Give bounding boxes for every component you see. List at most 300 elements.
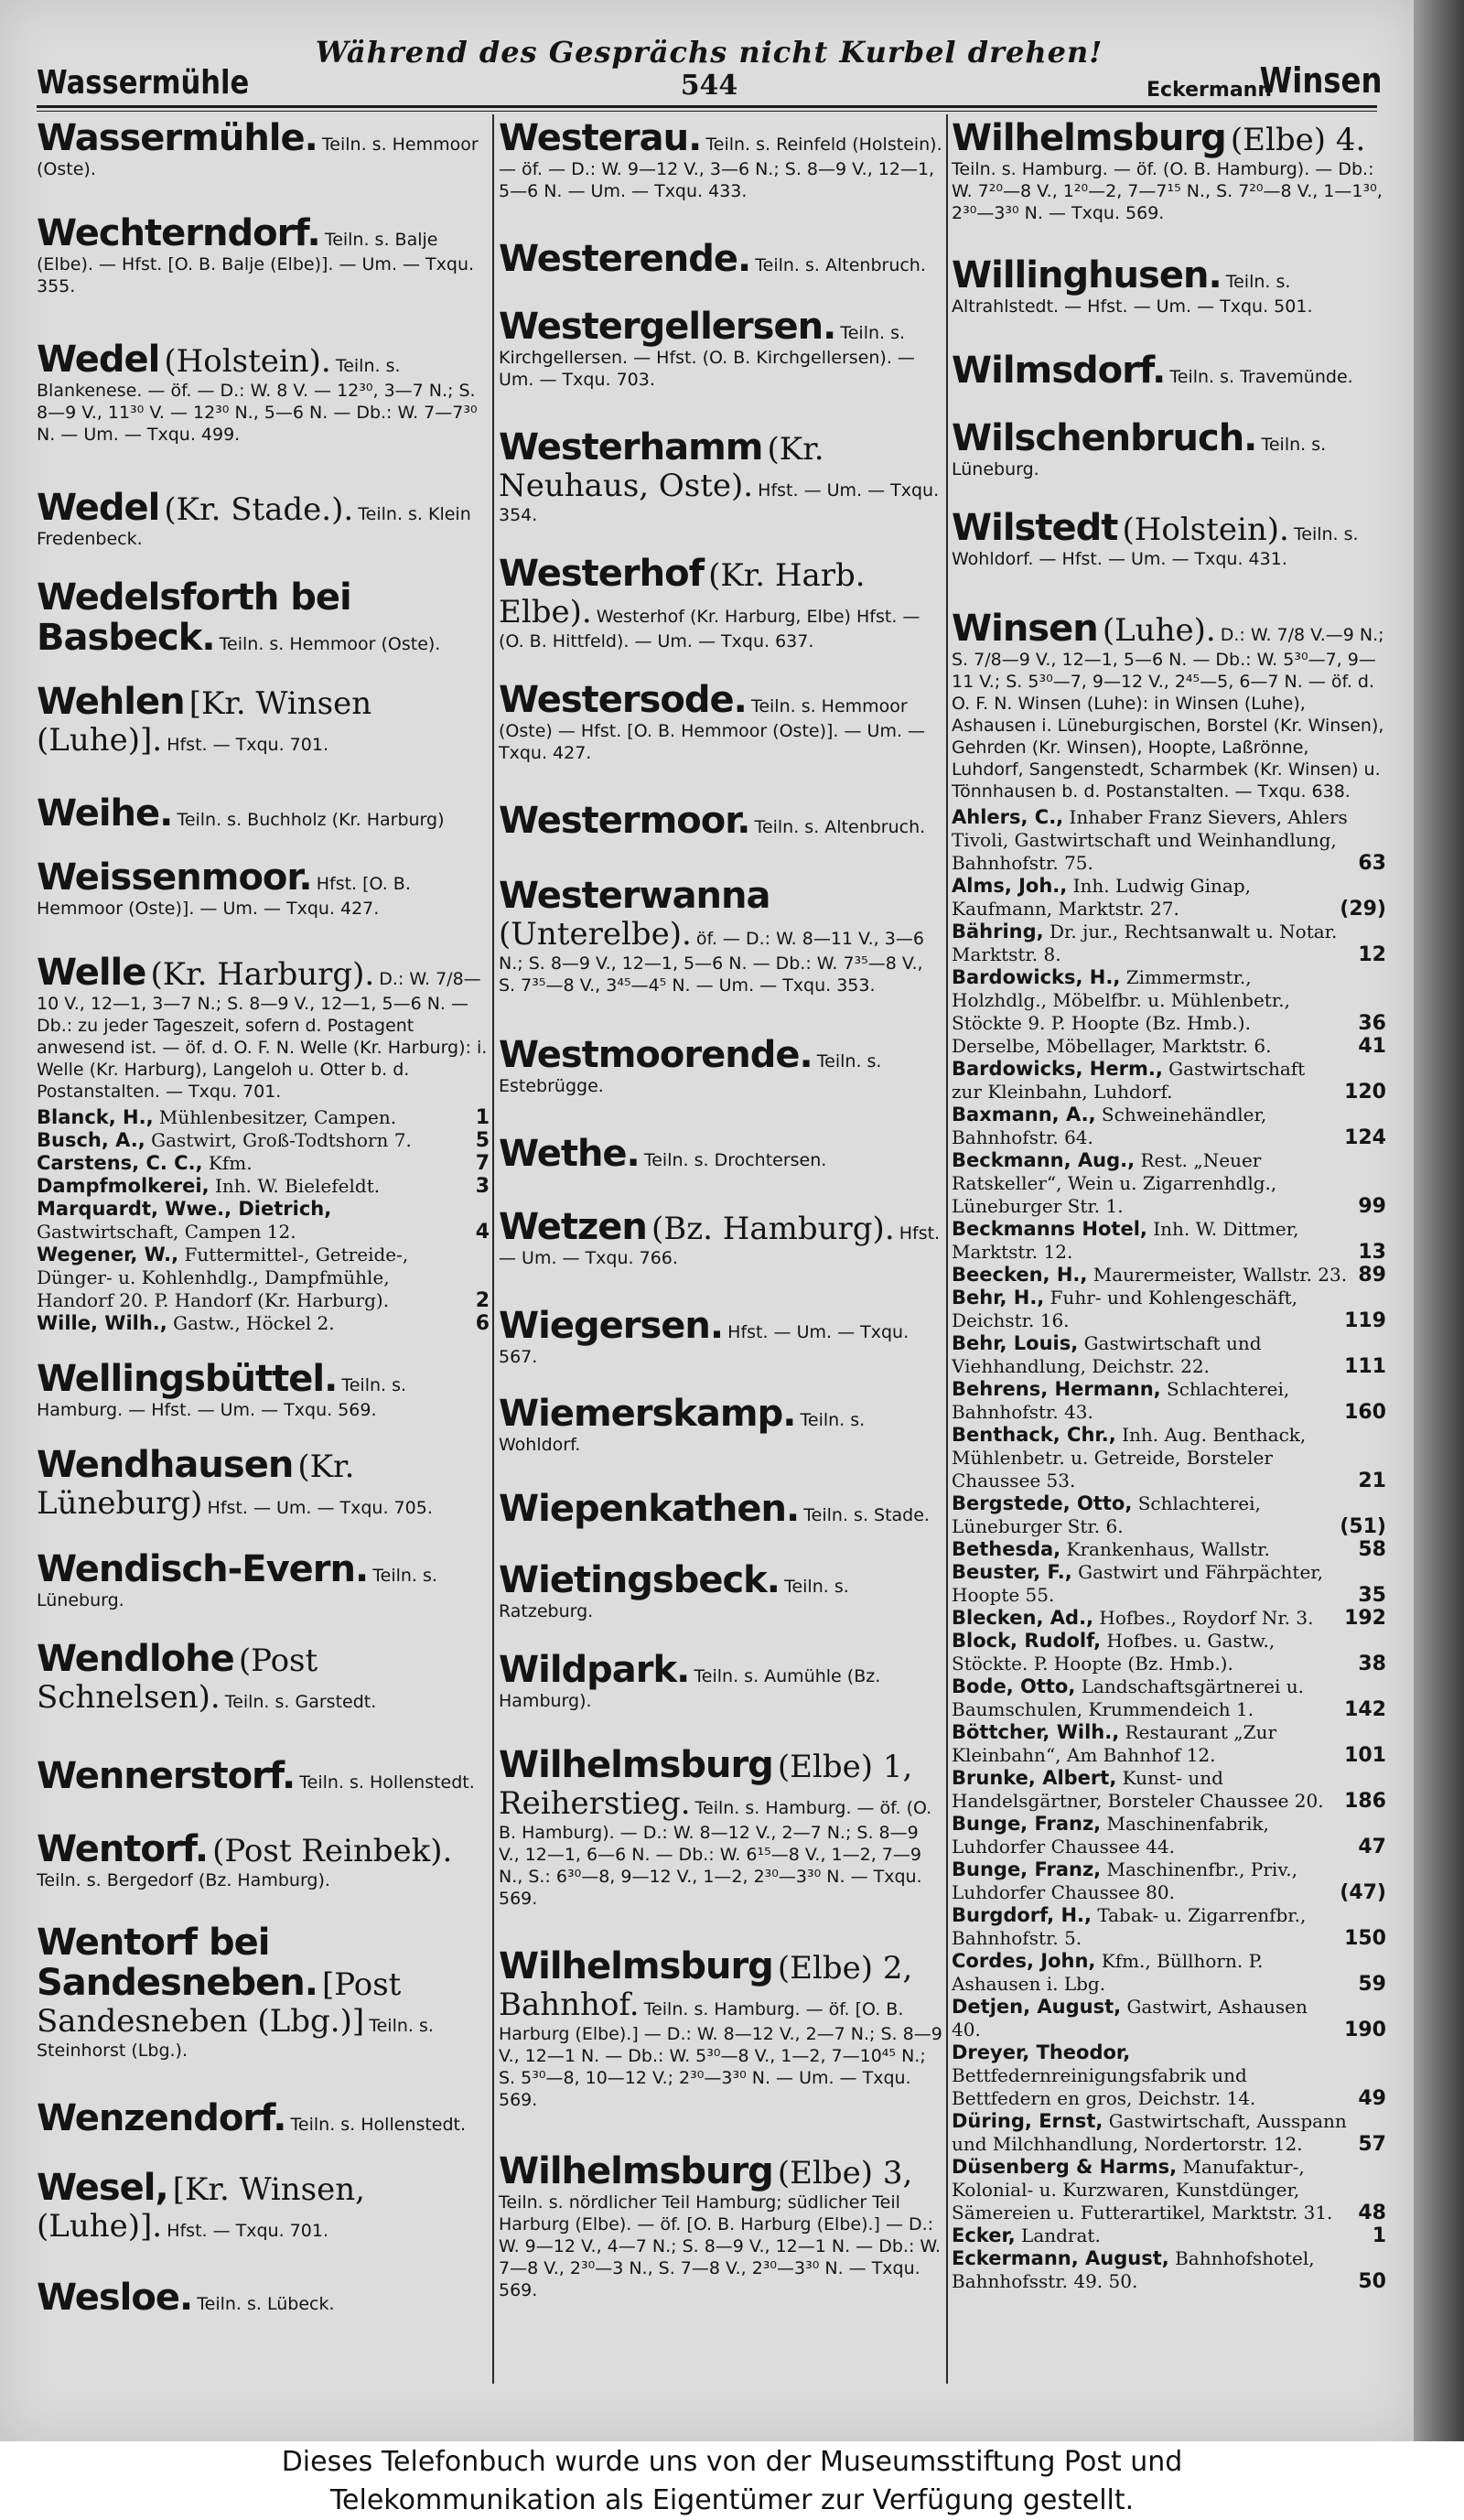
subscriber-details: Gastw., Höckel 2.	[173, 1312, 335, 1334]
subscriber-row	[952, 2156, 1386, 2224]
entry-details: öf. — D.: W. 8—11 V., 3—6 N.; S. 8—9 V., 12—1, 5—6 N. — Db.: W. 7³⁵—8 V., S. 7³⁵—8 V., 3⁴⁵—4⁵ N. — Um. — Txqu. 353.	[499, 929, 924, 996]
subscriber-name: Detjen, August,	[952, 1996, 1122, 2018]
place-name: Westermoor.	[499, 800, 750, 842]
subscriber-details: Maschinenfbr., Priv., Luhdorfer Chaussee 80.	[952, 1858, 1297, 1903]
entry-details: Teiln. s. Bergedorf (Bz. Hamburg).	[37, 1870, 330, 1890]
subscriber-details: Gastwirt, Ashausen 40.	[952, 1996, 1308, 2041]
place-name-qualifier: (Holstein).	[1122, 512, 1289, 548]
directory-entry	[499, 1035, 942, 1097]
subscriber-text	[952, 806, 1351, 875]
subscriber-name: Düsenberg & Harms,	[952, 2156, 1178, 2178]
subscriber-text	[952, 2110, 1351, 2156]
phone-number: (51)	[1340, 1515, 1386, 1538]
directory-entry	[37, 1922, 490, 2062]
subscriber-row	[952, 1424, 1386, 1492]
entry-details: Teiln. s. Klein Fredenbeck.	[37, 504, 471, 549]
subscriber-list	[37, 1106, 490, 1335]
header-rule	[37, 105, 1377, 108]
place-name: Winsen	[952, 608, 1098, 650]
subscriber-text	[952, 1332, 1337, 1378]
place-name: Wendlohe	[37, 1638, 234, 1680]
directory-entry	[37, 2278, 490, 2318]
subscriber-details: Inh. W. Bielefeldt.	[214, 1175, 381, 1197]
directory-entry	[37, 2098, 490, 2138]
subscriber-name: Eckermann, August,	[952, 2247, 1169, 2269]
subscriber-text	[952, 966, 1351, 1035]
place-name: Wesloe.	[37, 2277, 193, 2319]
subscriber-details: Dr. jur., Rechtsanwalt u. Notar. Marktstr. 8.	[952, 921, 1338, 965]
entry-details: Teiln. s. Lübeck.	[197, 2294, 335, 2314]
entry-details: Teiln. s. Hemmoor (Oste).	[219, 634, 441, 654]
subscriber-row	[952, 1950, 1386, 1996]
place-name-qualifier: (Post Schnelsen).	[37, 1642, 318, 1716]
subscriber-text	[952, 1104, 1337, 1149]
place-name-qualifier: (Kr. Harb. Elbe).	[499, 557, 866, 630]
place-name-qualifier: (Kr. Harburg).	[150, 956, 375, 993]
phone-number: 13	[1358, 1241, 1386, 1264]
subscriber-name: Bardowicks, H.,	[952, 966, 1121, 988]
directory-entry	[37, 577, 490, 658]
directory-entry	[37, 2168, 490, 2245]
place-name-qualifier: (Elbe) 2, Bahnhof.	[499, 1950, 913, 2023]
place-name: Westerau.	[499, 117, 702, 159]
subscriber-row	[952, 2110, 1386, 2156]
subscriber-name: Bode, Otto,	[952, 1675, 1076, 1697]
column-divider-2	[946, 114, 948, 2384]
entry-details: Teiln. s. Drochtersen.	[643, 1150, 827, 1170]
entry-details: Teiln. s. Ratzeburg.	[499, 1577, 849, 1621]
phone-number: 160	[1344, 1401, 1386, 1424]
subscriber-details: Maurermeister, Wallstr. 23.	[1093, 1264, 1348, 1286]
subscriber-details: Kunst- und Handelsgärtner, Borsteler Chaussee 20.	[952, 1767, 1324, 1812]
directory-entry	[37, 213, 490, 297]
place-name: Wethe.	[499, 1133, 640, 1175]
subscriber-text	[952, 1561, 1351, 1607]
subscriber-details: Restaurant „Zur Kleinbahn“, Am Bahnhof 12.	[952, 1721, 1277, 1766]
subscriber-name: Beuster, F.,	[952, 1561, 1072, 1583]
entry-details: Teiln. s. nördlicher Teil Hamburg; südlicher Teil Harburg (Elbe). — öf. [O. B. Harburg (Elbe).] — D.: W. 9—12 V., 4—7 N.; S. 8—9 V., 12—1 N. — Db.: W. 7—8 V., 2³⁰—3 N., S. 7—8 V., 2³⁰—3³⁰ N. — Txqu. 569.	[499, 2192, 942, 2300]
phone-number: 192	[1344, 1607, 1386, 1630]
subscriber-details: Landschaftsgärtnerei u. Baumschulen, Krummendeich 1.	[952, 1675, 1304, 1720]
subscriber-name: Ahlers, C.,	[952, 806, 1064, 828]
entry-details: Teiln. s. Blankenese. — öf. — D.: W. 8 V. — 12³⁰, 3—7 N.; S. 8—9 V., 11³⁰ V. — 12³⁰ N., 5—6 N. — Db.: W. 7—7³⁰ N. — Um. — Txqu. 499.	[37, 356, 478, 445]
subscriber-row	[952, 1996, 1386, 2041]
directory-entry	[37, 1829, 490, 1891]
subscriber-row	[952, 1767, 1386, 1813]
phone-number: 6	[475, 1312, 490, 1335]
subscriber-text	[952, 2041, 1351, 2110]
entry-details: Teiln. s. Aumühle (Bz. Hamburg).	[499, 1666, 881, 1711]
directory-entry	[37, 682, 490, 759]
subscriber-name: Behr, H.,	[952, 1287, 1045, 1308]
place-name: Wellingsbüttel.	[37, 1358, 338, 1400]
subscriber-name: Block, Rudolf,	[952, 1630, 1102, 1652]
place-name: Wetzen	[499, 1206, 647, 1248]
directory-entry	[37, 857, 490, 920]
footer-line-1: Dieses Telefonbuch wurde uns von der Museumsstiftung Post und	[281, 2446, 1183, 2478]
subscriber-text	[952, 875, 1332, 921]
column-divider-1	[492, 114, 494, 2384]
subscriber-name: Busch, A.,	[37, 1129, 145, 1151]
place-name: Wedel	[37, 487, 160, 529]
subscriber-details: Schlachterei, Bahnhofstr. 43.	[952, 1378, 1290, 1423]
directory-entry	[952, 255, 1386, 318]
subscriber-row	[952, 1035, 1386, 1058]
phone-number: 41	[1358, 1035, 1386, 1058]
subscriber-details: Maschinenfabrik, Luhdorfer Chaussee 44.	[952, 1813, 1269, 1858]
directory-entry	[499, 1489, 942, 1529]
subscriber-text	[37, 1129, 468, 1152]
subscriber-name: Behrens, Hermann,	[952, 1378, 1161, 1400]
phone-number: (47)	[1340, 1881, 1386, 1904]
directory-entry	[499, 239, 942, 279]
entry-details: Teiln. s. Altenbruch.	[754, 817, 926, 837]
directory-entry	[37, 793, 490, 834]
subscriber-row	[952, 966, 1386, 1035]
place-name: Wilstedt	[952, 507, 1118, 549]
directory-entry	[499, 1650, 942, 1712]
subscriber-name: Wegener, W.,	[37, 1244, 179, 1265]
phone-number: 190	[1344, 2019, 1386, 2041]
phone-number: 3	[475, 1175, 490, 1198]
entry-details: Teiln. s. Travemünde.	[1169, 367, 1353, 387]
subscriber-row	[952, 1813, 1386, 1858]
entry-details: Westerhof (Kr. Harburg, Elbe) Hfst. — (O. B. Hittfeld). — Um. — Txqu. 637.	[499, 607, 920, 652]
entry-details: Teiln. s. Hamburg. — Hfst. — Um. — Txqu. 569.	[37, 1375, 407, 1420]
entry-details: Hfst. [O. B. Hemmoor (Oste)]. — Um. — Txqu. 427.	[37, 874, 411, 919]
directory-entry	[499, 118, 942, 202]
entry-details: Teiln. s. Buchholz (Kr. Harburg)	[177, 810, 445, 830]
place-name: Westerwanna	[499, 875, 770, 917]
subscriber-name: Bähring,	[952, 921, 1044, 942]
place-name: Wildpark.	[499, 1649, 690, 1691]
entry-details: Teiln. s. Hollenstedt.	[299, 1772, 475, 1793]
phone-number: 124	[1344, 1126, 1386, 1149]
subscriber-row	[952, 1492, 1386, 1538]
entry-details: Teiln. s. Estebrügge.	[499, 1051, 882, 1096]
subscriber-name: Bergstede, Otto,	[952, 1492, 1133, 1514]
entry-details: Teiln. s. Hamburg. — öf. (O. B. Hamburg). — D.: W. 8—12 V., 2—7 N.; S. 8—9 V., 12—1, 6—6 N. — Db.: W. 6¹⁵—8 V., 1—2, 7—9 N., S.: 6³⁰—8, 9—12 V., 1—2, 2³⁰—3³⁰ N. — Txqu. 569.	[499, 1798, 932, 1909]
phone-number: 2	[475, 1289, 490, 1312]
directory-entry	[499, 1394, 942, 1456]
subscriber-details: Gastwirtschaft und Viehhandlung, Deichstr. 22.	[952, 1332, 1262, 1377]
subscriber-text	[952, 1996, 1337, 2041]
subscriber-row	[952, 1561, 1386, 1607]
subscriber-details: Rest. „Neuer Ratskeller“, Wein u. Zigarrenhdlg., Lüneburger Str. 1.	[952, 1149, 1277, 1217]
place-name-qualifier: [Kr. Winsen, (Luhe)].	[37, 2171, 365, 2245]
directory-entry	[499, 876, 942, 996]
entry-details: Teiln. s. Hemmoor (Oste) — Hfst. [O. B. Hemmoor (Oste)]. — Um. — Txqu. 427.	[499, 696, 926, 763]
place-name: Wilmsdorf.	[952, 350, 1166, 392]
phone-number: 58	[1358, 1538, 1386, 1561]
phone-number: 50	[1358, 2270, 1386, 2293]
subscriber-row	[952, 1378, 1386, 1424]
phone-number: 1	[1372, 2224, 1386, 2247]
header-running-name: Eckermann	[1146, 79, 1272, 102]
subscriber-text	[37, 1244, 468, 1312]
subscriber-row	[952, 1607, 1386, 1630]
entry-details: Hfst. — Um. — Txqu. 354.	[499, 480, 940, 525]
phone-number: 186	[1344, 1790, 1386, 1813]
place-name-qualifier: (Luhe).	[1102, 612, 1216, 649]
subscriber-row	[952, 806, 1386, 875]
subscriber-details: Kfm., Büllhorn. P. Ashausen i. Lbg.	[952, 1950, 1264, 1995]
subscriber-row	[37, 1175, 490, 1198]
header-last-entry: Winsen	[1259, 60, 1382, 101]
subscriber-name: Beckmanns Hotel,	[952, 1218, 1147, 1240]
entry-details: Teiln. s. Steinhorst (Lbg.).	[37, 2016, 434, 2061]
subscriber-details: Futtermittel-, Getreide-, Dünger- u. Kohlenhdlg., Dampfmühle, Handorf 20. P. Handorf (Kr. Harburg).	[37, 1244, 409, 1311]
place-name-qualifier: [Post Sandesneben (Lbg.)]	[37, 1966, 402, 2040]
subscriber-name: Bunge, Franz,	[952, 1858, 1102, 1880]
phone-number: 1	[475, 1106, 490, 1129]
subscriber-text	[952, 1264, 1351, 1287]
place-name: Wilhelmsburg	[499, 2150, 773, 2192]
subscriber-name: Bunge, Franz,	[952, 1813, 1102, 1835]
phone-number: 150	[1344, 1927, 1386, 1950]
subscriber-details: Kfm.	[208, 1152, 253, 1174]
directory-entry	[499, 680, 942, 764]
subscriber-details: Manufaktur-, Kolonial- u. Kurzwaren, Kunstdünger, Sämereien u. Futterartikel, Marktstr. 31.	[952, 2156, 1333, 2224]
subscriber-text	[37, 1175, 468, 1198]
subscriber-text	[952, 1721, 1337, 1767]
subscriber-row	[952, 875, 1386, 921]
subscriber-details: Krankenhaus, Wallstr.	[1066, 1538, 1270, 1560]
place-name: Westergellersen.	[499, 306, 836, 348]
subscriber-text	[952, 1675, 1337, 1721]
place-name: Wentorf bei Sandesneben.	[37, 1922, 318, 2004]
directory-entry	[37, 953, 490, 1335]
subscriber-text	[37, 1106, 468, 1129]
place-name: Willinghusen.	[952, 254, 1222, 296]
footer-line-2: Telekommunikation als Eigentümer zur Verfügung gestellt.	[329, 2484, 1135, 2516]
entry-details: Teiln. s. Altenbruch.	[755, 255, 926, 275]
subscriber-text	[952, 2247, 1351, 2293]
entry-details: Teiln. s. Hemmoor (Oste).	[37, 135, 479, 179]
subscriber-text	[952, 1287, 1337, 1332]
page-edge-shadow	[1414, 0, 1464, 2441]
directory-entry	[499, 1560, 942, 1622]
subscriber-name: Dreyer, Theodor,	[952, 2041, 1131, 2063]
entry-details: Teiln. s. Wohldorf. — Hfst. — Um. — Txqu. 431.	[952, 524, 1359, 569]
subscriber-text	[952, 1378, 1337, 1424]
subscriber-text	[952, 1218, 1351, 1264]
column-3	[952, 114, 1386, 2384]
subscriber-text	[952, 1492, 1332, 1538]
phone-number: 47	[1358, 1836, 1386, 1858]
directory-entry	[499, 1946, 942, 2111]
entry-details: Teiln. s. Hollenstedt.	[290, 2115, 467, 2135]
phone-number: 36	[1358, 1012, 1386, 1035]
phone-number: (29)	[1340, 898, 1386, 921]
entry-details: Hfst. — Um. — Txqu. 766.	[499, 1223, 941, 1268]
subscriber-details: Zimmermstr., Holzhdlg., Möbelfbr. u. Mühlenbetr., Stöckte 9. P. Hoopte (Bz. Hmb.).	[952, 966, 1290, 1034]
entry-details: Teiln. s. Hamburg. — öf. (O. B. Hamburg). — Db.: W. 7²⁰—8 V., 1²⁰—2, 7—7¹⁵ N., S. 7²⁰—8 V., 1—1³⁰, 2³⁰—3³⁰ N. — Txqu. 569.	[952, 159, 1383, 223]
subscriber-name: Beckmann, Aug.,	[952, 1149, 1136, 1171]
subscriber-text	[952, 1813, 1351, 1858]
subscriber-details: Gastwirtschaft, Ausspann und Milchhandlung, Nordertorstr. 12.	[952, 2110, 1347, 2155]
place-name: Wiemerskamp.	[499, 1393, 796, 1435]
subscriber-row	[952, 921, 1386, 966]
place-name: Wassermühle.	[37, 117, 318, 159]
directory-entry	[37, 488, 490, 550]
subscriber-name: Baxmann, A.,	[952, 1104, 1096, 1125]
phone-number: 119	[1344, 1309, 1386, 1332]
subscriber-text	[952, 921, 1351, 966]
subscriber-row	[952, 1332, 1386, 1378]
directory-entry	[37, 118, 490, 180]
phone-number: 89	[1358, 1264, 1386, 1287]
subscriber-text	[952, 1630, 1351, 1675]
directory-entry	[499, 2151, 942, 2301]
subscriber-name: Wille, Wilh.,	[37, 1312, 167, 1334]
entry-details: D.: W. 7/8—10 V., 12—1, 3—7 N.; S. 8—9 V., 12—1, 5—6 N. — Db.: zu jeder Tageszeit, sofern d. Postagent anwesend ist. — öf. d. O. F. N. Welle (Kr. Harburg): i. Welle (Kr. Harburg), Langeloh u. Otter b. d. Postanstalten. — Txqu. 701.	[37, 969, 488, 1102]
subscriber-row	[952, 1721, 1386, 1767]
header-motto: Während des Gesprächs nicht Kurbel drehen!	[315, 35, 1103, 70]
place-name: Wehlen	[37, 681, 185, 723]
subscriber-text	[37, 1152, 468, 1175]
place-name: Wiepenkathen.	[499, 1488, 800, 1530]
directory-entry	[952, 608, 1386, 2293]
directory-entry	[37, 1445, 490, 1522]
subscriber-details: Landrat.	[1021, 2224, 1101, 2246]
subscriber-row	[952, 2224, 1386, 2247]
header-rule-thin	[37, 111, 1377, 112]
subscriber-name: Bardowicks, Herm.,	[952, 1058, 1163, 1080]
subscriber-text	[952, 1424, 1351, 1492]
place-name: Westersode.	[499, 679, 747, 721]
subscriber-details: Gastwirtschaft, Campen 12.	[37, 1221, 296, 1243]
entry-details: D.: W. 7/8 V.—9 N.; S. 7/8—9 V., 12—1, 5—6 N. — Db.: W. 5³⁰—7, 9—11 V.; S. 5³⁰—7, 9—12 V., 2⁴⁵—5, 6—7 N. — öf. d. O. F. N. Winsen (Luhe): in Winsen (Luhe), Ashausen i. Lüneburgischen, Borstel (Kr. Winsen), Gehrden (Kr. Winsen), Hoopte, Laßrönne, Luhdorf, Sangenstedt, Scharmbek (Kr. Winsen) u. Tönnhausen b. d. Postanstalten. — Txqu. 638.	[952, 625, 1384, 802]
subscriber-text	[952, 1538, 1351, 1561]
phone-number: 21	[1358, 1470, 1386, 1492]
phone-number: 99	[1358, 1195, 1386, 1218]
place-name: Wendhausen	[37, 1444, 294, 1486]
subscriber-row	[952, 1538, 1386, 1561]
entry-details: Teiln. s. Balje (Elbe). — Hfst. [O. B. Balje (Elbe)]. — Um. — Txqu. 355.	[37, 230, 475, 296]
subscriber-details: Inh. Ludwig Ginap, Kaufmann, Marktstr. 27.	[952, 875, 1251, 920]
subscriber-details: Schlachterei, Lüneburger Str. 6.	[952, 1492, 1261, 1537]
entry-details: Teiln. s. Altrahlstedt. — Hfst. — Um. — Txqu. 501.	[952, 272, 1313, 317]
subscriber-details: Inh. Aug. Benthack, Mühlenbetr. u. Getreide, Borsteler Chaussee 53.	[952, 1424, 1307, 1492]
subscriber-details: Bahnhofshotel, Bahnhofsstr. 49. 50.	[952, 2247, 1315, 2292]
subscriber-text	[952, 1058, 1337, 1104]
place-name: Westerhamm	[499, 426, 763, 468]
subscriber-details: Hofbes. u. Gastw., Stöckte. P. Hoopte (Bz. Hmb.).	[952, 1630, 1276, 1675]
subscriber-name: Alms, Joh.,	[952, 875, 1068, 897]
entry-details: Teiln. s. Stade.	[803, 1505, 930, 1525]
page-header	[37, 29, 1382, 112]
directory-entry	[37, 1549, 490, 1611]
subscriber-text	[952, 1950, 1351, 1996]
place-name: Westerende.	[499, 238, 751, 280]
subscriber-name: Benthack, Chr.,	[952, 1424, 1116, 1446]
subscriber-details: Mühlenbesitzer, Campen.	[158, 1106, 397, 1128]
subscriber-row	[952, 1058, 1386, 1104]
subscriber-details: Bettfedernreinigungsfabrik und Bettfedern en gros, Deichstr. 14.	[952, 2064, 1256, 2109]
place-name: Weihe.	[37, 792, 173, 835]
subscriber-row	[37, 1198, 490, 1244]
directory-entry	[952, 118, 1386, 224]
subscriber-name: Bethesda,	[952, 1538, 1061, 1560]
place-name-qualifier: (Elbe) 3,	[777, 2155, 913, 2192]
subscriber-list	[952, 806, 1386, 2293]
entry-details: Teiln. s. Lüneburg.	[952, 435, 1327, 479]
subscriber-row	[952, 1218, 1386, 1264]
place-name: Westmoorende.	[499, 1034, 813, 1076]
footer-note	[0, 2441, 1464, 2520]
phone-number: 101	[1344, 1744, 1386, 1767]
place-name: Wentorf.	[37, 1828, 209, 1870]
subscriber-name: Carstens, C. C.,	[37, 1152, 203, 1174]
phone-number: 38	[1358, 1653, 1386, 1675]
subscriber-details: Fuhr- und Kohlengeschäft, Deichstr. 16.	[952, 1287, 1298, 1331]
subscriber-details: Gastwirt und Fährpächter, Hoopte 55.	[952, 1561, 1324, 1606]
subscriber-row	[37, 1152, 490, 1175]
entry-details: Teiln. s. Kirchgellersen. — Hfst. (O. B. Kirchgellersen). — Um. — Txqu. 703.	[499, 323, 915, 390]
place-name: Wedel	[37, 339, 160, 381]
subscriber-text	[952, 1035, 1351, 1058]
place-name: Wiegersen.	[499, 1305, 724, 1347]
column-1	[37, 114, 490, 2384]
directory-entry	[952, 418, 1386, 480]
directory-entry	[499, 554, 942, 652]
subscriber-details: Derselbe, Möbellager, Marktstr. 6.	[952, 1035, 1272, 1057]
entry-details: Teiln. s. Reinfeld (Holstein). — öf. — D.: W. 9—12 V., 3—6 N.; S. 8—9 V., 12—1, 5—6 N. — Um. — Txqu. 433.	[499, 135, 942, 201]
entry-details: Teiln. s. Lüneburg.	[37, 1566, 437, 1610]
entry-details: Hfst. — Um. — Txqu. 567.	[499, 1322, 910, 1367]
entry-details: Hfst. — Um. — Txqu. 705.	[207, 1498, 433, 1518]
subscriber-row	[37, 1106, 490, 1129]
place-name: Wilhelmsburg	[499, 1744, 773, 1786]
subscriber-name: Düring, Ernst,	[952, 2110, 1103, 2132]
place-name: Wedelsforth bei Basbeck.	[37, 576, 351, 659]
entry-details: Teiln. s. Wohldorf.	[499, 1410, 866, 1455]
directory-entry	[37, 1359, 490, 1421]
directory-entry	[499, 1745, 942, 1910]
phone-number: 48	[1358, 2202, 1386, 2224]
subscriber-row	[952, 2041, 1386, 2110]
subscriber-text	[37, 1198, 468, 1244]
place-name: Wechterndorf.	[37, 212, 320, 254]
phone-number: 35	[1358, 1584, 1386, 1607]
place-name: Wilhelmsburg	[952, 117, 1226, 159]
place-name-qualifier: (Elbe) 1, Reiherstieg.	[499, 1749, 913, 1822]
subscriber-row	[952, 2247, 1386, 2293]
subscriber-name: Blecken, Ad.,	[952, 1607, 1094, 1629]
directory-entry	[952, 508, 1386, 570]
directory-entry	[499, 427, 942, 526]
subscriber-text	[952, 1149, 1351, 1218]
phone-number: 49	[1358, 2087, 1386, 2110]
subscriber-row	[952, 1630, 1386, 1675]
place-name: Wietingsbeck.	[499, 1559, 780, 1601]
place-name-qualifier: [Kr. Winsen (Luhe)].	[37, 685, 372, 759]
subscriber-details: Hofbes., Roydorf Nr. 3.	[1099, 1607, 1314, 1629]
place-name: Wennerstorf.	[37, 1755, 296, 1797]
subscriber-row	[37, 1244, 490, 1312]
place-name-qualifier: (Kr. Stade.).	[164, 491, 354, 528]
place-name: Wenzendorf.	[37, 2097, 286, 2139]
place-name: Westerhof	[499, 553, 704, 595]
place-name-qualifier: (Bz. Hamburg).	[651, 1211, 895, 1247]
subscriber-name: Behr, Louis,	[952, 1332, 1079, 1354]
column-2	[499, 114, 942, 2384]
place-name: Weissenmoor.	[37, 856, 312, 899]
phone-number: 142	[1344, 1698, 1386, 1721]
phone-number: 111	[1344, 1355, 1386, 1378]
place-name: Welle	[37, 952, 146, 994]
